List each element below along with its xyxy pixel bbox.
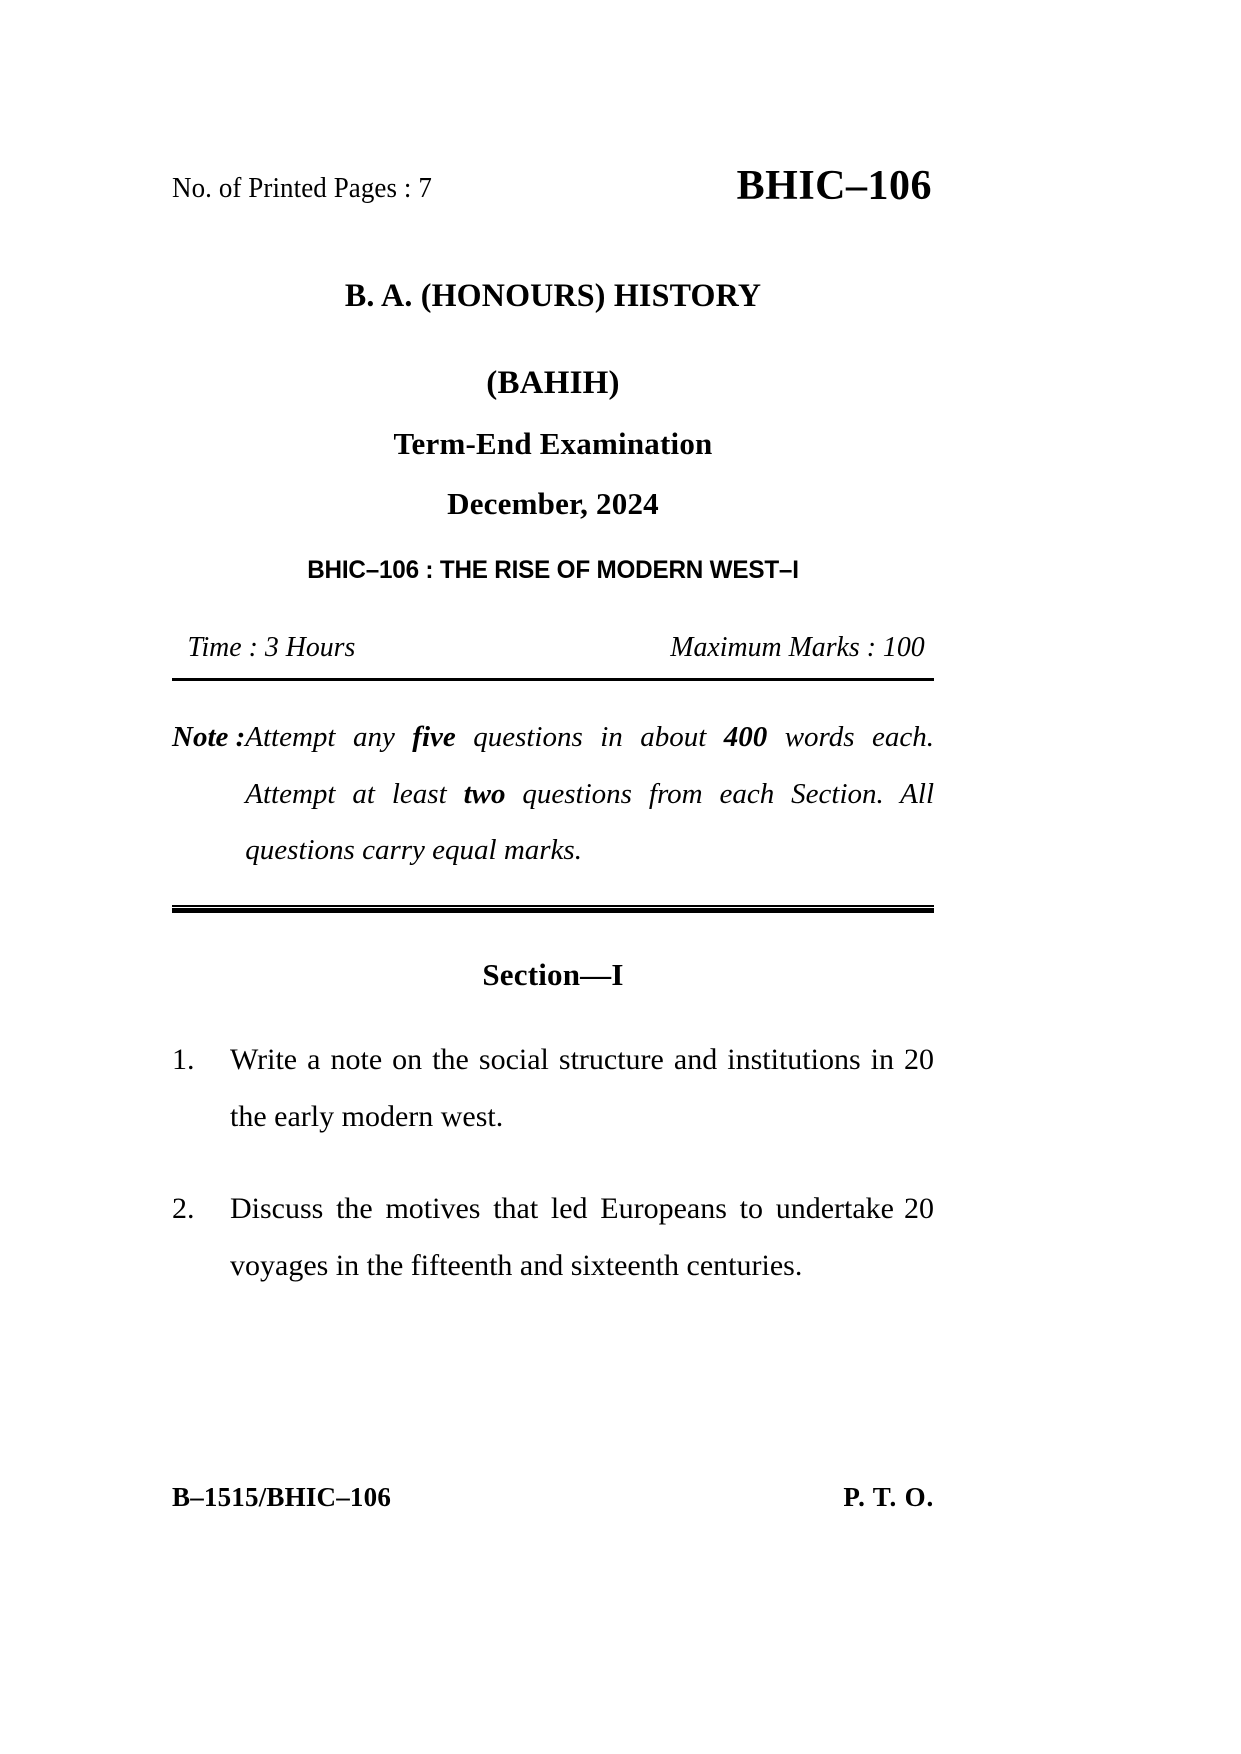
- note-text: [245, 709, 934, 879]
- examination-type: Term-End Examination: [393, 426, 713, 461]
- note-part-3: words each. Attempt at least: [245, 721, 934, 810]
- question-text: Discuss the motives that led Europeans to undertake voyages in the fifteenth and sixteenth centuries.: [230, 1191, 894, 1283]
- question-item: [172, 1031, 934, 1146]
- question-number: 1.: [172, 1042, 195, 1076]
- note-emph-400: 400: [723, 721, 768, 753]
- examination-session: December, 2024: [447, 486, 659, 521]
- footer-pto-label: P. T. O.: [843, 1482, 934, 1512]
- page-content: [172, 160, 934, 1329]
- question-marks: 20: [904, 1191, 934, 1225]
- question-item: [172, 1180, 934, 1295]
- note-emph-two: two: [463, 777, 506, 810]
- printed-pages-label: No. of Printed Pages : 7: [172, 172, 432, 204]
- note-part-4: questions from each Section. All questions carry equal marks.: [245, 777, 935, 867]
- course-code-heading: BHIC–106: [736, 163, 932, 209]
- question-marks: 20: [904, 1042, 934, 1076]
- page-header: [172, 160, 934, 216]
- question-body: [230, 1031, 934, 1146]
- section-heading: Section—I: [482, 956, 624, 992]
- exam-meta-row: [172, 631, 934, 664]
- divider-rule-double: [172, 905, 934, 913]
- note-part-2: questions in about: [455, 721, 724, 753]
- question-number: 2.: [172, 1191, 195, 1225]
- degree-title: B. A. (HONOURS) HISTORY: [344, 278, 762, 314]
- divider-rule-top: [172, 678, 934, 681]
- note-part-1: Attempt any: [245, 721, 413, 753]
- question-text: Write a note on the social structure and institutions in the early modern west.: [230, 1042, 894, 1134]
- note-label: Note :: [172, 721, 246, 753]
- question-list: [172, 1031, 934, 1295]
- title-block: [172, 278, 934, 585]
- footer-paper-reference: B–1515/BHIC–106: [172, 1482, 392, 1512]
- instructions-note: [172, 709, 934, 879]
- note-emph-five: five: [412, 721, 456, 753]
- time-allowed: Time : 3 Hours: [187, 631, 356, 663]
- page-footer: [172, 1482, 934, 1513]
- maximum-marks: Maximum Marks : 100: [670, 631, 925, 663]
- programme-abbreviation: (BAHIH): [486, 365, 620, 401]
- paper-title: BHIC–106 : THE RISE OF MODERN WEST–I: [307, 556, 799, 584]
- question-body: [230, 1180, 934, 1295]
